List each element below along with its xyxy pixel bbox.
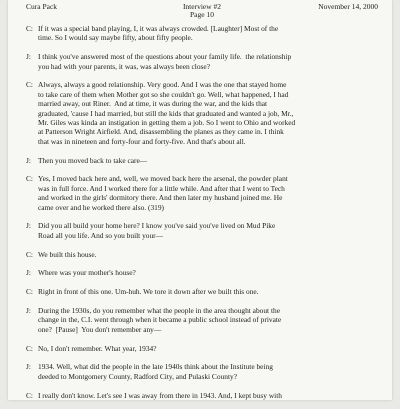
speaker-label: J: [26, 221, 31, 231]
speaker-text: No, I don't remember. What year, 1934? [38, 343, 157, 353]
transcript-entry [26, 80, 382, 146]
speaker-label: J: [26, 52, 31, 62]
speaker-text: I really don't know. Let's see I was away from there in 1943. And, I kept busy with [38, 390, 282, 400]
transcript-body [26, 24, 382, 409]
speaker-label: C: [26, 343, 33, 353]
transcript-entry [26, 156, 382, 165]
speaker-label: C: [26, 174, 33, 184]
speaker-label: J: [26, 306, 31, 316]
speaker-text: During the 1930s, do you remember what the people in the area thought about the change in the, C.I. went through when it became a public school instead of private one? [Pause] You don't remember any— [38, 306, 282, 334]
transcript-entry [26, 250, 382, 259]
speaker-text: Always, always a good relationship. Very good. And I was the one that stayed home to take care of them when Mother got so she couldn't go. Well, what happened, I had married away, out Riner. And at time, it was during the war, and the kids that graduated, 'cause I had married, but still the kids that graduated and wanted a job, Mr., Mr. Giles was kinda an instigation in getting them a job. So I went to Ohio and worked at Patterson Wright Airfield. And, disassembling the planes as they came in. I think that was in nineteen and forty-four and forty-five. And that's about all. [38, 80, 296, 146]
speaker-label: J: [26, 362, 31, 372]
transcript-entry [26, 391, 382, 400]
speaker-text: Did you all build your home here? I know you've said you've lived on Mud Pike Road all you life. And so you built your— [38, 221, 276, 240]
speaker-text: Then you moved back to take care— [38, 155, 148, 165]
document-page [8, 0, 392, 400]
transcript-entry [26, 221, 382, 240]
header-page-number: Page 10 [190, 10, 214, 19]
speaker-label: J: [26, 268, 31, 278]
speaker-label: J: [26, 155, 31, 165]
speaker-text: If it was a special band playing, I, it was always crowded. [Laughter] Most of the time. So I would say maybe fifty, about fifty people. [38, 24, 279, 43]
speaker-text: 1934. Well, what did the people in the late 1940s think about the Institute being deeded to Montgomery County, Radford City, and Pulaski County? [38, 362, 273, 381]
speaker-label: C: [26, 24, 33, 33]
speaker-label: C: [26, 249, 33, 259]
header-interview: Interview #2 [182, 2, 222, 11]
speaker-label: C: [26, 390, 33, 400]
transcript-entry [26, 174, 382, 212]
header-date: November 14, 2000 [318, 2, 378, 11]
header-left: Cura Pack [26, 2, 58, 11]
transcript-entry [26, 24, 382, 43]
transcript-entry [26, 362, 382, 381]
transcript-entry [26, 52, 382, 71]
speaker-text: Right in front of this one. Um-huh. We tore it down after we built this one. [38, 287, 259, 297]
speaker-label: C: [26, 80, 33, 90]
transcript-entry [26, 344, 382, 353]
speaker-text: Yes, I moved back here and, well, we moved back here the arsenal, the powder plant was in full force. And I worked there for a little while. And after that I went to Tech and worked in the girls' dormitory there. And then later my husband joined me. He came over and he worked there also. (319) [38, 174, 288, 212]
speaker-text: I think you've answered most of the questions about your family life. the relationship you had with your parents, it was, was always been close? [38, 52, 292, 71]
transcript-entry [26, 306, 382, 334]
speaker-text: Where was your mother's house? [38, 268, 136, 278]
speaker-text: We built this house. [38, 249, 97, 259]
speaker-label: C: [26, 287, 33, 297]
transcript-entry [26, 268, 382, 277]
transcript-entry [26, 287, 382, 296]
